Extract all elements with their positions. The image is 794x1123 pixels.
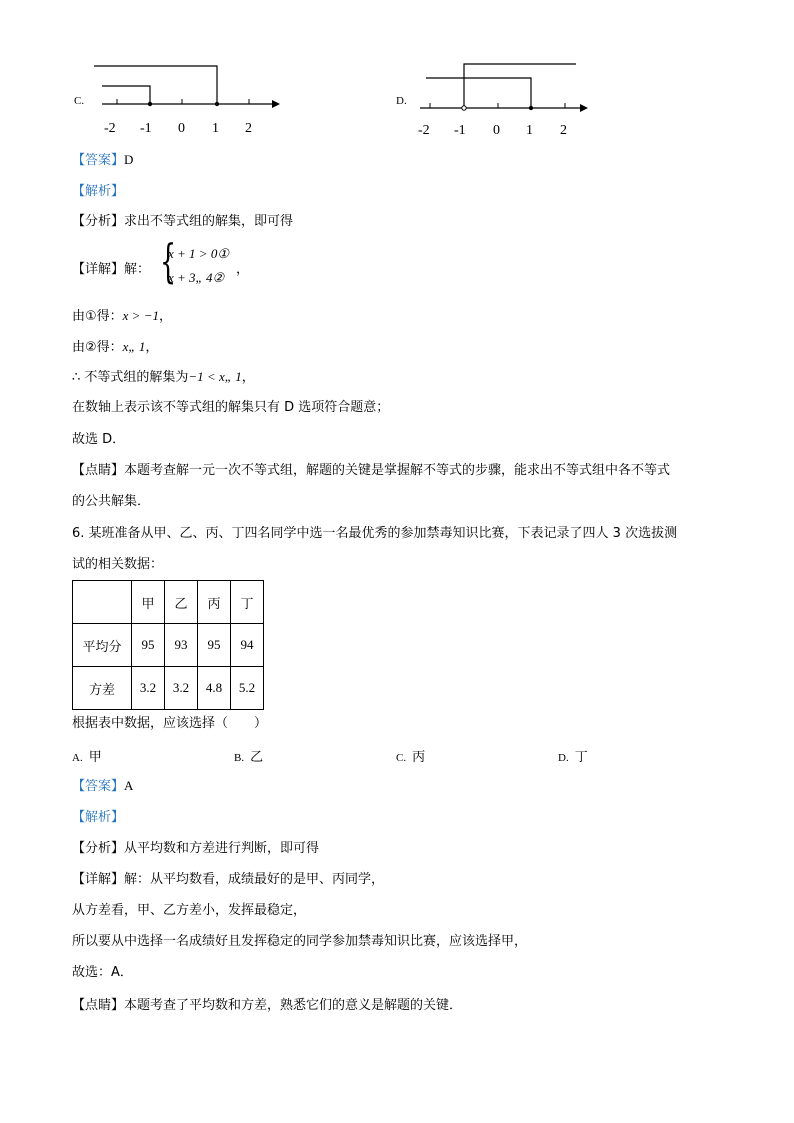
q6-question-line2: 试的相关数据： (72, 557, 164, 572)
step2-math: x„ 1 (122, 339, 146, 354)
solution-ray-left (102, 86, 150, 104)
table-header-row (73, 581, 264, 624)
table-cell: 丁 (231, 581, 264, 624)
table-cell: 3.2 (165, 667, 198, 710)
point (529, 106, 533, 110)
xiangjie-label: 【详解】 (72, 262, 125, 277)
step3-math: −1 < x„ 1 (188, 369, 242, 384)
answer-label: 【答案】 (72, 779, 125, 794)
fenxi-label: 【分析】 (72, 214, 125, 229)
dianjing-label: 【点睛】 (72, 998, 125, 1013)
xiangjie-line (72, 258, 150, 277)
q5-step5: 故选 D． (72, 432, 126, 447)
tick-label: -1 (140, 121, 152, 136)
choice-text: 丁 (574, 750, 588, 765)
step1-math: x > −1 (122, 308, 159, 323)
number-line-c-svg (88, 58, 288, 140)
q6-fenxi-line (72, 839, 319, 859)
tick-label: 0 (178, 121, 185, 136)
tick-label: 0 (493, 123, 500, 138)
table-row (73, 624, 264, 667)
choice-key: D. (558, 752, 569, 764)
answer-value: A (124, 778, 134, 793)
analysis-label: 【解析】 (72, 810, 125, 825)
step1-tail: ， (158, 309, 172, 324)
xiangjie-text: 解：从平均数看，成绩最好的是甲、丙同学， (124, 872, 385, 887)
q5-step2 (72, 337, 158, 358)
choice-c (396, 746, 425, 765)
q6-line3: 所以要从中选择一名成绩好且发挥稳定的同学参加禁毒知识比赛，应该选择甲， (72, 934, 528, 949)
q5-answer-line (72, 150, 133, 171)
step2-tail: ， (145, 340, 159, 355)
system-tail: ， (236, 262, 250, 277)
axis-arrow (272, 100, 280, 108)
table-cell: 平均分 (73, 624, 132, 667)
table-cell: 5.2 (231, 667, 264, 710)
analysis-label: 【解析】 (72, 184, 125, 199)
table-row (73, 667, 264, 710)
table-cell (73, 581, 132, 624)
table-cell: 95 (198, 624, 231, 667)
inequality-2: x + 3„ 4② (168, 270, 225, 285)
choice-key: C. (396, 752, 407, 764)
xiangjie-label: 【详解】 (72, 872, 125, 887)
table-cell: 甲 (132, 581, 165, 624)
q5-step1 (72, 306, 172, 327)
step3-tail: ， (241, 370, 255, 385)
tick-label: -1 (454, 123, 466, 138)
solution-ray-right (94, 66, 217, 104)
choice-a (72, 746, 102, 765)
q6-prompt: 根据表中数据，应该选择（ ） (72, 716, 268, 731)
choice-text: 乙 (250, 750, 264, 765)
choice-text: 丙 (412, 750, 426, 765)
solution-ray-right (464, 64, 576, 108)
table-cell: 方差 (73, 667, 132, 710)
fenxi-text: 从平均数和方差进行判断，即可得 (124, 841, 320, 856)
dianjing-label: 【点睛】 (72, 463, 125, 478)
choice-text: 甲 (88, 750, 102, 765)
option-d-letter: D. (396, 95, 407, 107)
q6-line2: 从方差看，甲、乙方差小，发挥最稳定， (72, 903, 307, 918)
step1-prefix: 由①得： (72, 309, 123, 324)
q6-question-line1: 6. 某班准备从甲、乙、丙、丁四名同学中选一名最优秀的参加禁毒知识比赛，下表记录了四人 3 次选拔测 (72, 526, 678, 541)
answer-label: 【答案】 (72, 153, 125, 168)
inequality-1: x + 1 > 0① (168, 246, 229, 261)
q5-dianjing-line1 (72, 461, 670, 481)
tick-label: -2 (418, 123, 430, 138)
tick-label: 2 (560, 123, 567, 138)
fenxi-text: 求出不等式组的解集，即可得 (124, 214, 294, 229)
q5-fenxi-line (72, 212, 293, 232)
choice-key: B. (234, 752, 245, 764)
axis-arrow (580, 104, 588, 112)
q6-line4: 故选：A． (72, 965, 133, 980)
fenxi-label: 【分析】 (72, 841, 125, 856)
table-cell: 乙 (165, 581, 198, 624)
q6-answer-line (72, 776, 133, 797)
number-line-d-svg (412, 58, 612, 140)
tick-label: 1 (212, 121, 219, 136)
choice-b (234, 746, 263, 765)
tick-label: 2 (245, 121, 252, 136)
choice-d (558, 746, 588, 765)
tick-label: -2 (104, 121, 116, 136)
point (462, 106, 466, 110)
table-cell: 93 (165, 624, 198, 667)
point (148, 102, 152, 106)
number-line-c (88, 58, 288, 140)
system-brace: { (160, 234, 177, 288)
solution-ray-left (426, 78, 531, 108)
q6-choices (72, 746, 632, 766)
table-cell: 95 (132, 624, 165, 667)
q6-dianjing-line (72, 996, 462, 1016)
q6-data-table (72, 580, 264, 710)
table-cell: 3.2 (132, 667, 165, 710)
table-cell: 丙 (198, 581, 231, 624)
table-cell: 94 (231, 624, 264, 667)
point (215, 102, 219, 106)
answer-value: D (124, 152, 134, 167)
q5-step3 (72, 367, 255, 388)
choice-key: A. (72, 752, 83, 764)
step2-prefix: 由②得： (72, 340, 123, 355)
q6-analysis-label (72, 808, 124, 828)
q5-dianjing-line2: 的公共解集． (72, 494, 151, 509)
number-line-d (412, 58, 612, 140)
tick-label: 1 (526, 123, 533, 138)
q5-step4: 在数轴上表示该不等式组的解集只有 D 选项符合题意； (72, 400, 390, 415)
xiangjie-prefix: 解： (124, 262, 151, 277)
option-c-letter: C. (74, 95, 85, 107)
q6-xiangjie-line (72, 870, 384, 890)
table-cell: 4.8 (198, 667, 231, 710)
dianjing-text: 本题考查解一元一次不等式组，解题的关键是掌握解不等式的步骤，能求出不等式组中各不等式 (124, 463, 671, 478)
dianjing-text: 本题考查了平均数和方差，熟悉它们的意义是解题的关键． (124, 998, 463, 1013)
step3-prefix: ∴ 不等式组的解集为 (72, 370, 189, 385)
q5-analysis-label (72, 182, 124, 202)
